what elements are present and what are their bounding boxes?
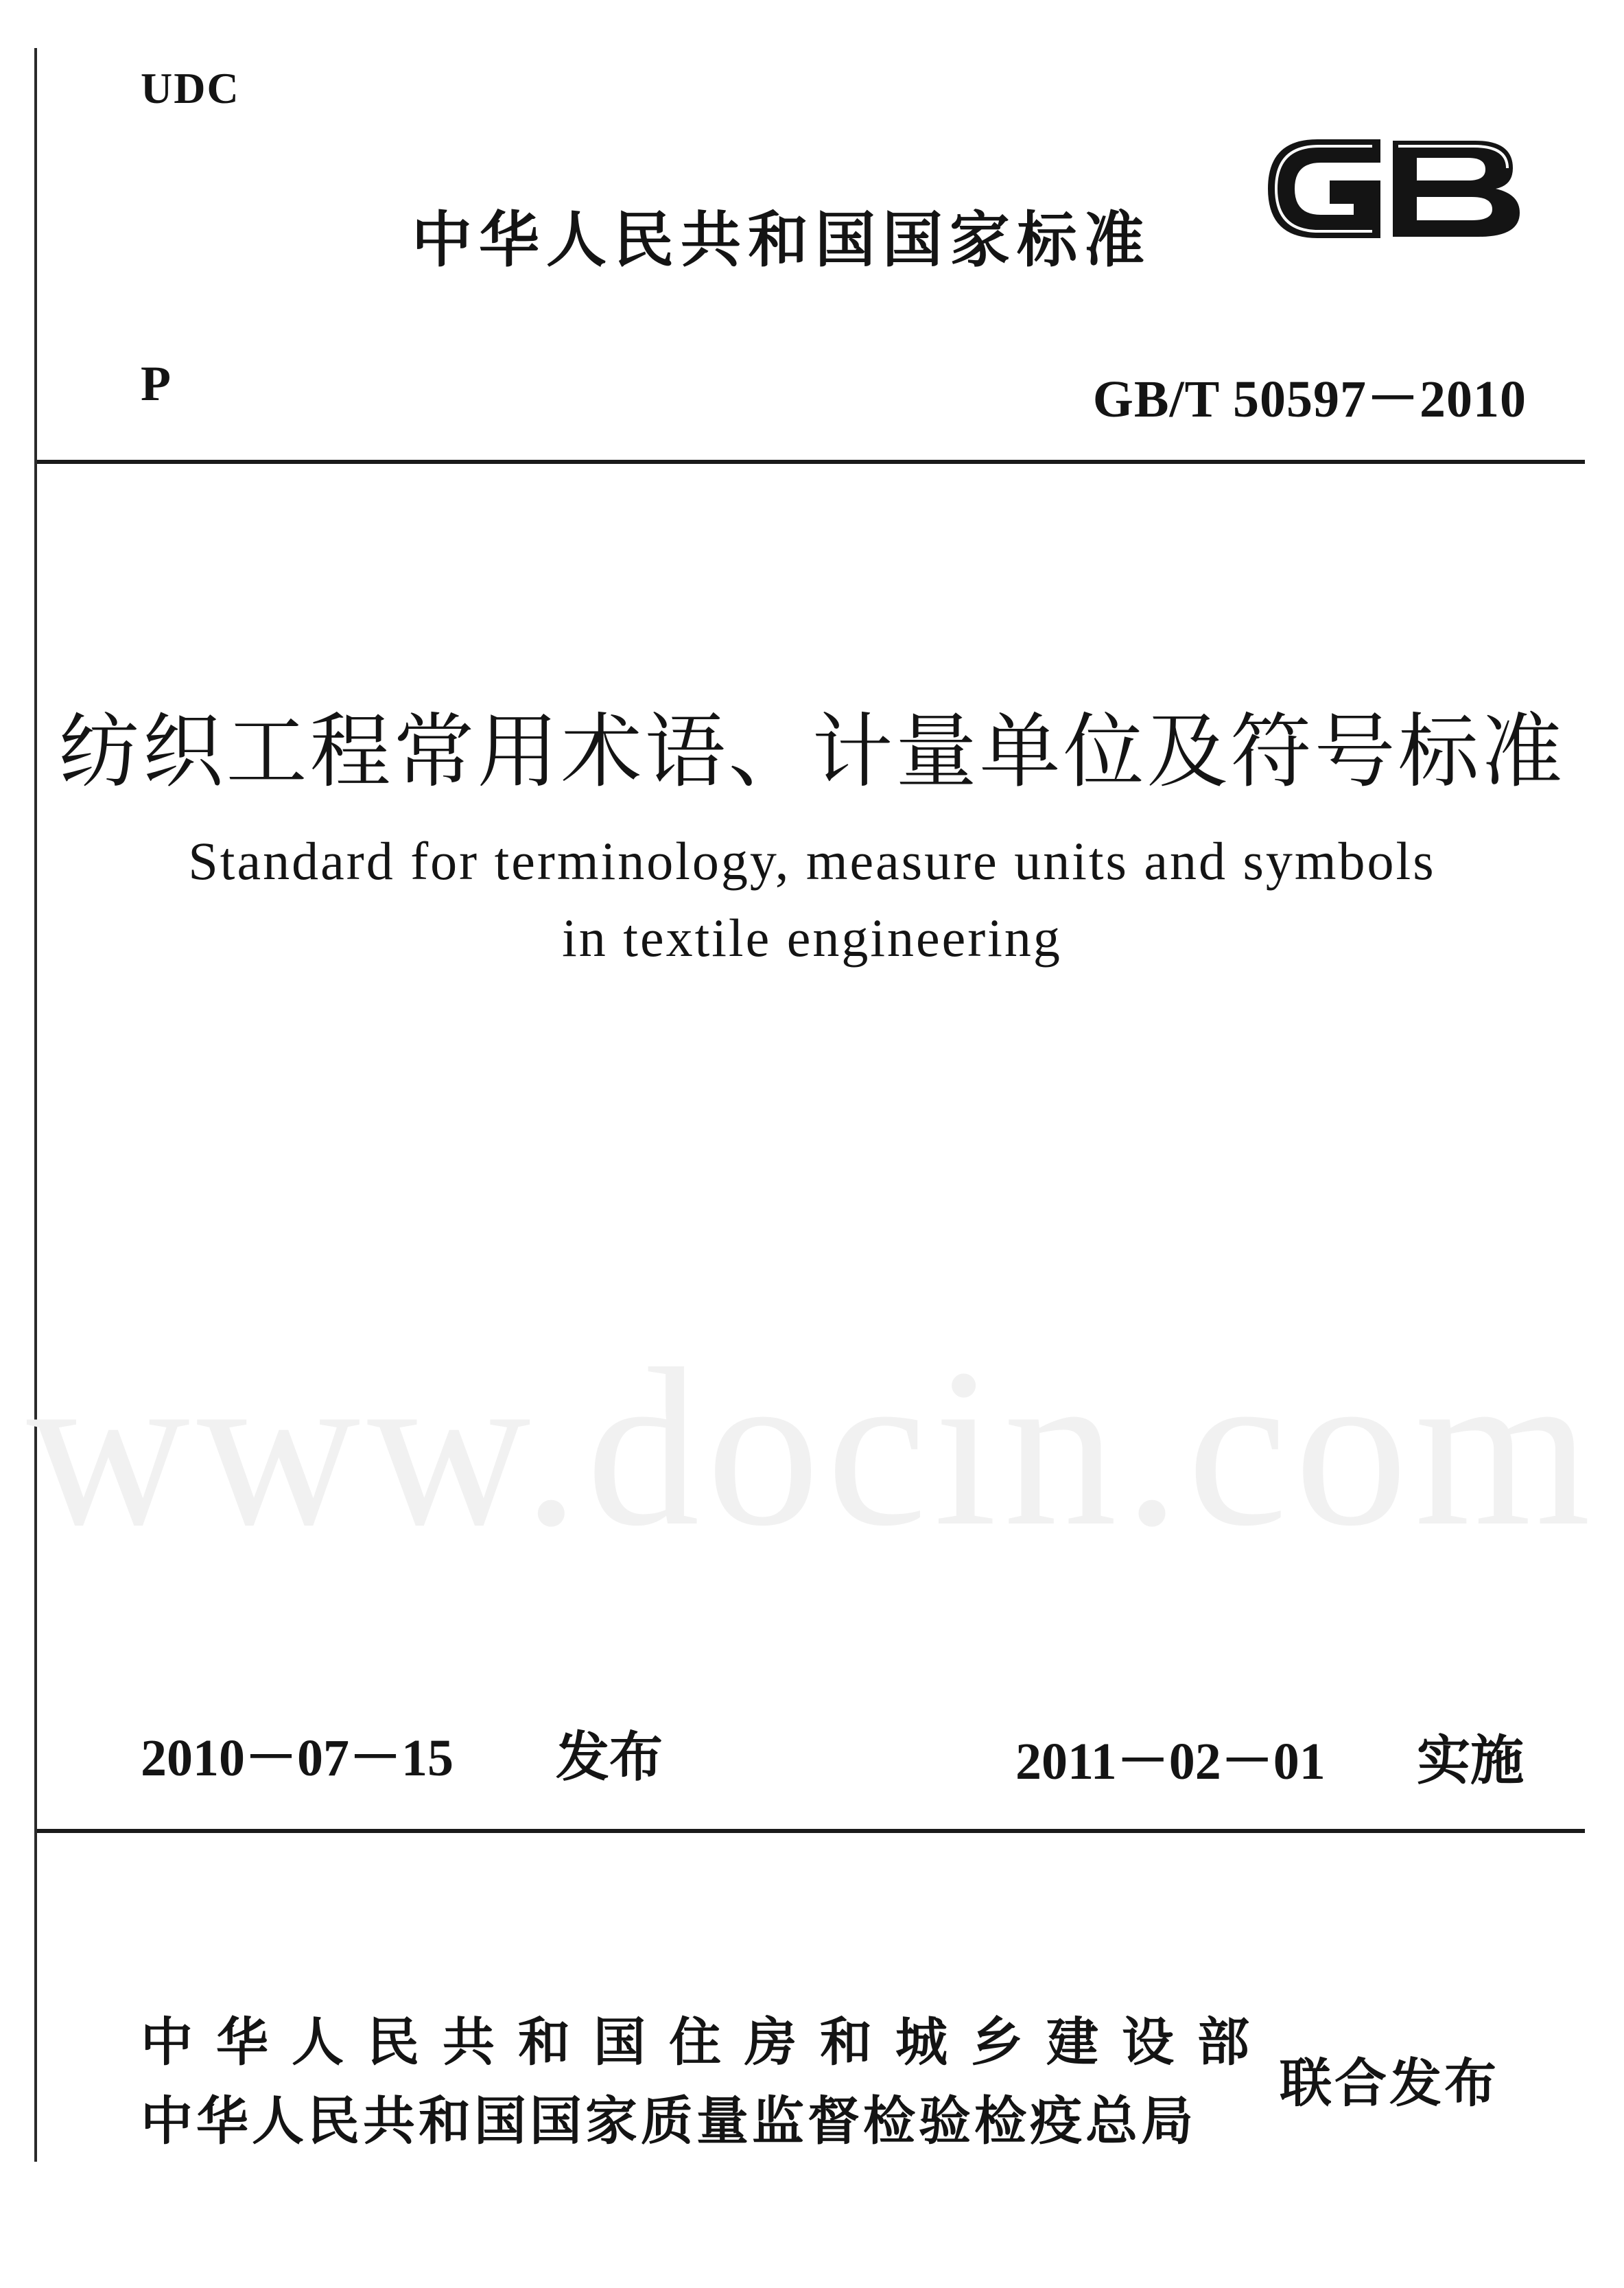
title-english-line1: Standard for terminology, measure units and symbols [188,831,1436,891]
implement-date: 2011－02－01 [1015,1733,1326,1790]
gb-logo [1256,120,1530,257]
issue-label: 发布 [556,1727,663,1788]
top-divider [37,460,1585,464]
gb-logo-mark [1269,141,1520,237]
classification-code: P [141,356,171,411]
joint-release-label: 联合发布 [1280,2053,1499,2114]
publisher-ministry-housing: 中华人民共和国住房和城乡建设部 [141,2011,1273,2073]
title-chinese: 纺织工程常用术语、计量单位及符号标准 [58,704,1566,799]
implement-label: 实施 [1417,1730,1525,1792]
title-english-line2: in textile engineering [562,908,1062,968]
standard-number: GB/T 50597－2010 [1092,371,1527,428]
publisher-aqsiq: 中华人民共和国国家质量监督检验检疫总局 [141,2090,1197,2151]
left-margin-line [34,48,37,2162]
udc-label: UDC [141,64,240,113]
bottom-divider [37,1829,1585,1833]
issue-date: 2010－07－15 [141,1729,454,1787]
national-standard-heading: 中华人民共和国国家标准 [412,205,1152,275]
watermark: www.docin.com [26,1322,1598,1573]
